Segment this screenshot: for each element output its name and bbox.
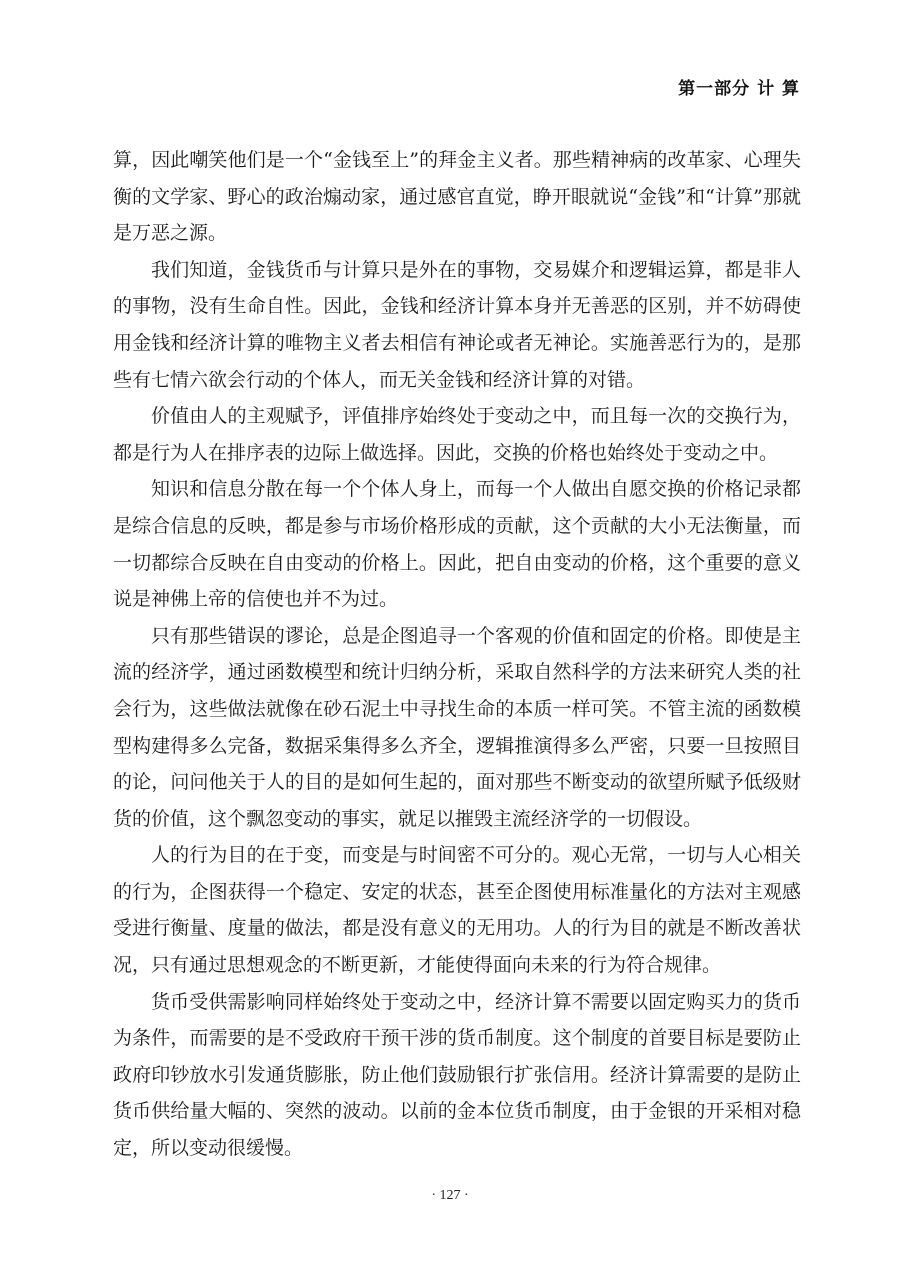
paragraph: 货币受供需影响同样始终处于变动之中，经济计算不需要以固定购买力的货币为条件，而需要的是不受政府干预干涉的货币制度。这个制度的首要目标是要防止政府印钞放水引发通货膨胀，防止他们鼓励银行扩张信用。经济计算需要的是防止货币供给量大幅的、突然的波动。以前的金本位货币制度，由于金银的开采相对稳定，所以变动很缓慢。 [113,990,801,1160]
paragraph-continuation: 算，因此嘲笑他们是一个“金钱至上”的拜金主义者。那些精神病的改革家、心理失衡的文学家、野心的政治煽动家，通过感官直觉，睁开眼就说“金钱”和“计算”那就是万恶之源。 [113,149,801,245]
paragraph: 只有那些错误的谬论，总是企图追寻一个客观的价值和固定的价格。即使是主流的经济学，通过函数模型和统计归纳分析，采取自然科学的方法来研究人类的社会行为，这些做法就像在砂石泥土中寻找生命的本质一样可笑。不管主流的函数模型构建得多么完备，数据采集得多么齐全，逻辑推演得多么严密，只要一旦按照目的论，问问他关于人的目的是如何生起的，面对那些不断变动的欲望所赋予低级财货的价值，这个飘忽变动的事实，就足以摧毁主流经济学的一切假设。 [113,624,801,830]
paragraph: 我们知道，金钱货币与计算只是外在的事物，交易媒介和逻辑运算，都是非人的事物，没有生命自性。因此，金钱和经济计算本身并无善恶的区别，并不妨碍使用金钱和经济计算的唯物主义者去相信有神论或者无神论。实施善恶行为的，是那些有七情六欲会行动的个体人，而无关金钱和经济计算的对错。 [113,258,801,391]
paragraph: 价值由人的主观赋予，评值排序始终处于变动之中，而且每一次的交换行为，都是行为人在排序表的边际上做选择。因此，交换的价格也始终处于变动之中。 [113,405,801,464]
page-number: · 127 · [431,1188,469,1203]
paragraph: 人的行为目的在于变，而变是与时间密不可分的。观心无常，一切与人心相关的行为，企图获得一个稳定、安定的状态，甚至企图使用标准量化的方法对主观感受进行衡量、度量的做法，都是没有意义的无用功。人的行为目的就是不断改善状况，只有通过思想观念的不断更新，才能使得面向未来的行为符合规律。 [113,844,801,977]
running-header: 第一部分 计 算 [678,79,800,99]
body-text [113,142,801,1167]
paragraph: 知识和信息分散在每一个个体人身上，而每一个人做出自愿交换的价格记录都是综合信息的反映，都是参与市场价格形成的贡献，这个贡献的大小无法衡量，而一切都综合反映在自由变动的价格上。因此，把自由变动的价格，这个重要的意义说是神佛上帝的信使也并不为过。 [113,478,801,611]
